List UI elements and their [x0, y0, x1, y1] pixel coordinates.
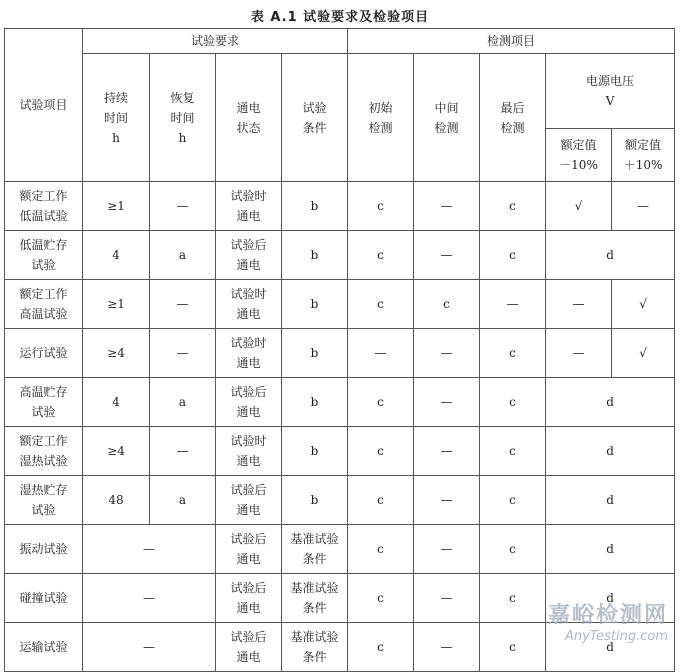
cell-test-item: 振动试验	[5, 525, 83, 574]
cell-supply-voltage: d	[546, 427, 675, 476]
cell-final-check: c	[480, 525, 546, 574]
watermark	[548, 598, 668, 644]
cell-power-state: 试验后 通电	[216, 623, 282, 672]
table-row	[5, 427, 675, 476]
cell-supply-voltage: d	[546, 378, 675, 427]
cell-test-conditions: 基准试验 条件	[282, 525, 348, 574]
cell-rated-plus: √	[612, 329, 675, 378]
cell-initial-check: c	[348, 378, 414, 427]
cell-middle-check: —	[414, 623, 480, 672]
table-caption: 表 A.1 试验要求及检验项目	[250, 10, 430, 25]
table-row	[5, 182, 675, 231]
cell-final-check: c	[480, 574, 546, 623]
table-row	[5, 525, 675, 574]
cell-test-item: 额定工作 低温试验	[5, 182, 83, 231]
cell-supply-voltage: d	[546, 623, 675, 672]
cell-final-check: —	[480, 280, 546, 329]
cell-recovery: a	[150, 231, 216, 280]
cell-duration: ≥4	[83, 329, 150, 378]
header-duration: 持续 时间 h	[83, 54, 150, 182]
cell-final-check: c	[480, 329, 546, 378]
cell-final-check: c	[480, 623, 546, 672]
cell-power-state: 试验后 通电	[216, 574, 282, 623]
cell-rated-minus: —	[546, 280, 612, 329]
cell-recovery: —	[150, 280, 216, 329]
cell-supply-voltage: d	[546, 231, 675, 280]
header-inspection-items: 检测项目	[348, 29, 675, 54]
header-rated-plus: 额定值 ＋10%	[612, 129, 675, 182]
cell-final-check: c	[480, 182, 546, 231]
cell-power-state: 试验后 通电	[216, 525, 282, 574]
cell-middle-check: —	[414, 427, 480, 476]
cell-test-item: 额定工作 湿热试验	[5, 427, 83, 476]
cell-test-conditions: 基准试验 条件	[282, 574, 348, 623]
cell-initial-check: c	[348, 280, 414, 329]
cell-test-item: 碰撞试验	[5, 574, 83, 623]
header-test-conditions: 试验 条件	[282, 54, 348, 182]
cell-power-state: 试验时 通电	[216, 427, 282, 476]
header-middle-check: 中间 检测	[414, 54, 480, 182]
cell-power-state: 试验时 通电	[216, 329, 282, 378]
cell-middle-check: —	[414, 476, 480, 525]
cell-test-conditions: b	[282, 280, 348, 329]
watermark-cn: 嘉峪检测网	[547, 603, 668, 628]
cell-duration: ≥1	[83, 280, 150, 329]
cell-test-item: 低温贮存 试验	[5, 231, 83, 280]
cell-initial-check: c	[348, 574, 414, 623]
cell-duration: 4	[83, 378, 150, 427]
cell-supply-voltage: d	[546, 574, 675, 623]
cell-duration: ≥4	[83, 427, 150, 476]
cell-time: —	[83, 623, 216, 672]
cell-middle-check: —	[414, 182, 480, 231]
cell-time: —	[83, 574, 216, 623]
cell-initial-check: c	[348, 427, 414, 476]
header-supply-voltage: 电源电压 V	[546, 54, 675, 129]
cell-power-state: 试验后 通电	[216, 476, 282, 525]
cell-test-item: 额定工作 高温试验	[5, 280, 83, 329]
cell-power-state: 试验时 通电	[216, 182, 282, 231]
header-recovery: 恢复 时间 h	[150, 54, 216, 182]
watermark-en: AnyTesting.com	[564, 629, 668, 644]
cell-middle-check: —	[414, 525, 480, 574]
cell-time: —	[83, 525, 216, 574]
cell-middle-check: —	[414, 329, 480, 378]
table-row	[5, 476, 675, 525]
cell-recovery: —	[150, 182, 216, 231]
cell-rated-plus: —	[612, 182, 675, 231]
cell-supply-voltage: d	[546, 476, 675, 525]
cell-power-state: 试验后 通电	[216, 378, 282, 427]
cell-power-state: 试验后 通电	[216, 231, 282, 280]
cell-final-check: c	[480, 378, 546, 427]
cell-test-item: 运输试验	[5, 623, 83, 672]
cell-test-item: 高温贮存 试验	[5, 378, 83, 427]
cell-middle-check: —	[414, 378, 480, 427]
test-requirements-table	[4, 28, 675, 672]
header-test-requirements: 试验要求	[83, 29, 348, 54]
cell-test-conditions: b	[282, 378, 348, 427]
header-rated-minus: 额定值 －10%	[546, 129, 612, 182]
cell-rated-minus: —	[546, 329, 612, 378]
cell-initial-check: c	[348, 476, 414, 525]
header-test-item: 试验项目	[5, 29, 83, 182]
cell-test-conditions: 基准试验 条件	[282, 623, 348, 672]
cell-test-conditions: b	[282, 182, 348, 231]
cell-initial-check: c	[348, 231, 414, 280]
cell-recovery: —	[150, 427, 216, 476]
cell-supply-voltage: d	[546, 525, 675, 574]
cell-test-item: 运行试验	[5, 329, 83, 378]
cell-initial-check: c	[348, 525, 414, 574]
cell-duration: 4	[83, 231, 150, 280]
cell-test-conditions: b	[282, 476, 348, 525]
cell-test-item: 湿热贮存 试验	[5, 476, 83, 525]
cell-test-conditions: b	[282, 427, 348, 476]
cell-initial-check: —	[348, 329, 414, 378]
cell-rated-plus: √	[612, 280, 675, 329]
cell-final-check: c	[480, 231, 546, 280]
header-initial-check: 初始 检测	[348, 54, 414, 182]
cell-final-check: c	[480, 427, 546, 476]
cell-recovery: a	[150, 476, 216, 525]
cell-power-state: 试验时 通电	[216, 280, 282, 329]
cell-initial-check: c	[348, 182, 414, 231]
cell-test-conditions: b	[282, 231, 348, 280]
cell-initial-check: c	[348, 623, 414, 672]
cell-middle-check: —	[414, 231, 480, 280]
cell-test-conditions: b	[282, 329, 348, 378]
header-power-state: 通电 状态	[216, 54, 282, 182]
cell-duration: ≥1	[83, 182, 150, 231]
cell-duration: 48	[83, 476, 150, 525]
table-row	[5, 280, 675, 329]
header-final-check: 最后 检测	[480, 54, 546, 182]
table-row	[5, 231, 675, 280]
cell-recovery: —	[150, 329, 216, 378]
table-row	[5, 378, 675, 427]
table-row	[5, 329, 675, 378]
cell-recovery: a	[150, 378, 216, 427]
cell-middle-check: c	[414, 280, 480, 329]
cell-final-check: c	[480, 476, 546, 525]
cell-rated-minus: √	[546, 182, 612, 231]
cell-middle-check: —	[414, 574, 480, 623]
